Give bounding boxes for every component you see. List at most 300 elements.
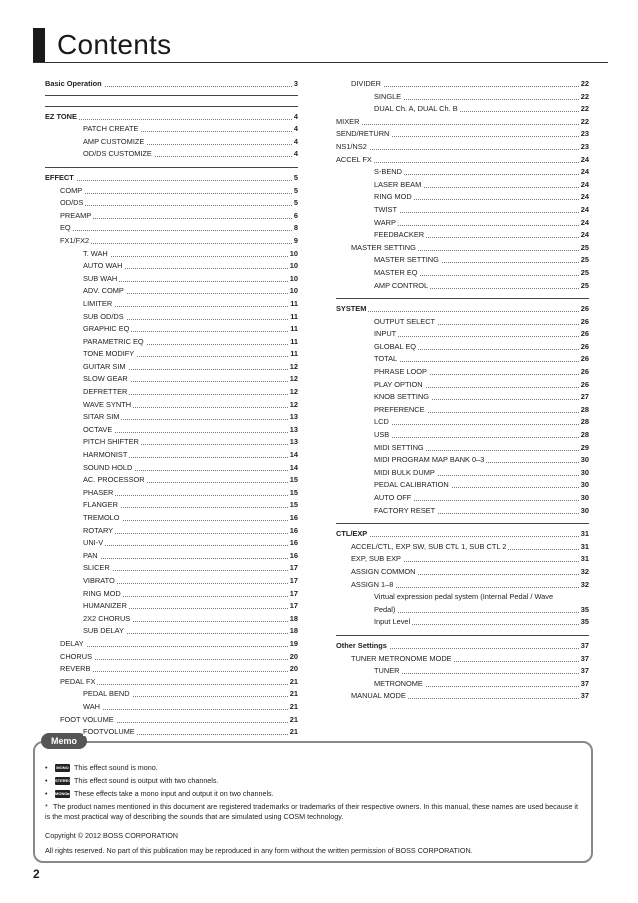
toc-entry-label: FACTORY RESET [374, 505, 436, 515]
toc-entry-label: NS1/NS2 [336, 141, 367, 151]
toc-page-number: 9 [292, 235, 298, 248]
toc-entry[interactable] [336, 416, 589, 429]
toc-page-number: 14 [288, 462, 298, 475]
toc-entry[interactable] [45, 651, 298, 664]
toc-page-number: 31 [579, 541, 589, 554]
page-title: Contents [57, 29, 172, 60]
toc-page-number: 25 [579, 267, 589, 280]
toc-entry-label: EQ [60, 223, 71, 233]
toc-entry-label: RING MOD [83, 588, 121, 598]
section-divider [336, 523, 589, 524]
toc-entry-label: AUTO WAH [83, 261, 123, 271]
toc-entry[interactable] [45, 222, 298, 235]
toc-entry-label: USB [374, 430, 390, 440]
toc-entry-label: GLOBAL EQ [374, 341, 417, 351]
toc-entry-label: FLANGER [83, 500, 118, 510]
toc-entry[interactable] [45, 285, 298, 298]
toc-entry-label: EFFECT [45, 172, 74, 182]
toc-entry[interactable] [45, 474, 298, 487]
toc-entry[interactable] [336, 103, 589, 116]
toc-entry[interactable] [336, 217, 589, 230]
toc-entry[interactable] [45, 688, 298, 701]
toc-page-number: 24 [579, 217, 589, 230]
toc-entry[interactable] [336, 166, 589, 179]
toc-entry-label: TOTAL [374, 354, 398, 364]
section-divider [336, 635, 589, 636]
toc-page-number: 16 [288, 525, 298, 538]
mono-to-stereo-icon: MONO▸ST [55, 791, 75, 797]
toc-section-heading[interactable] [336, 303, 589, 316]
toc-entry[interactable] [336, 204, 589, 217]
toc-page-number: 26 [579, 328, 589, 341]
toc-entry[interactable] [336, 479, 589, 492]
toc-page-number: 20 [288, 663, 298, 676]
toc-entry-label: MASTER SETTING [374, 255, 439, 265]
toc-entry[interactable] [336, 541, 589, 554]
toc-entry[interactable] [336, 366, 589, 379]
toc-entry-label: CHORUS [60, 651, 93, 661]
toc-page-number: 11 [288, 336, 298, 349]
toc-entry-label: PITCH SHIFTER [83, 437, 139, 447]
toc-page-number: 10 [288, 260, 298, 273]
toc-entry-label: S-BEND [374, 167, 402, 177]
trademark-note-text: The product names mentioned in this document are registered trademarks or trademarks of their respective owners. In this manual, these names are used because it is the most practical way of describing the sounds that are simulated using COSM technology. [45, 802, 578, 821]
toc-entry[interactable] [45, 399, 298, 412]
toc-page-number: 15 [288, 474, 298, 487]
toc-entry[interactable] [45, 499, 298, 512]
toc-entry-label: MIXER [336, 116, 360, 126]
toc-entry-label: SEND/RETURN [336, 129, 390, 139]
toc-entry[interactable] [336, 604, 589, 617]
toc-entry[interactable] [336, 128, 589, 141]
toc-entry[interactable] [336, 379, 589, 392]
toc-page-number: 11 [288, 298, 298, 311]
toc-entry-label: AUTO OFF [374, 493, 412, 502]
toc-page-number: 4 [292, 123, 298, 136]
toc-entry[interactable] [45, 136, 298, 149]
toc-page-number: 28 [579, 416, 589, 429]
toc-entry-label: EZ TONE [45, 111, 77, 121]
toc-page-number: 37 [579, 690, 589, 703]
toc-entry[interactable] [45, 701, 298, 714]
toc-page-number: 22 [579, 116, 589, 129]
toc-entry[interactable] [336, 254, 589, 267]
toc-entry[interactable] [336, 653, 589, 666]
toc-entry[interactable] [45, 348, 298, 361]
toc-page-number: 12 [288, 373, 298, 386]
trademark-note [45, 802, 581, 822]
toc-page-number: 37 [579, 653, 589, 666]
toc-entry[interactable] [45, 550, 298, 563]
toc-entry-label: AMP CONTROL [374, 280, 429, 290]
toc-page-number: 10 [288, 285, 298, 298]
toc-entry-label: ROTARY [83, 525, 114, 535]
toc-page-number: 5 [292, 197, 298, 210]
toc-entry-label: FEEDBACKER [374, 230, 425, 240]
bullet: • [45, 776, 48, 785]
toc-page-number: 32 [579, 566, 589, 579]
toc-page-number: 24 [579, 179, 589, 192]
toc-entry[interactable] [336, 454, 589, 467]
toc-page-number: 4 [292, 136, 298, 149]
toc-entry[interactable] [45, 123, 298, 136]
toc-entry[interactable] [45, 197, 298, 210]
toc-entry[interactable] [336, 391, 589, 404]
toc-entry-label: SLICER [83, 563, 110, 573]
toc-page-number: 15 [288, 499, 298, 512]
toc-page-number: 12 [288, 386, 298, 399]
toc-entry-label: DEFRETTER [83, 387, 128, 397]
toc-page-number: 13 [288, 436, 298, 449]
toc-page-number: 18 [288, 613, 298, 626]
toc-entry-label: PAN [83, 550, 98, 560]
toc-page-number: 20 [288, 651, 298, 664]
toc-page-number: 22 [579, 103, 589, 116]
toc-entry-label: ACCEL/CTL, EXP SW, SUB CTL 1, SUB CTL 2 [351, 541, 507, 551]
toc-entry[interactable] [45, 462, 298, 475]
toc-entry-label: HARMONIST [83, 450, 128, 460]
toc-page-number: 25 [579, 254, 589, 267]
section-divider [45, 167, 298, 168]
toc-page-number: 26 [579, 341, 589, 354]
toc-entry[interactable] [45, 298, 298, 311]
rights-notice: All rights reserved. No part of this publication may be reproduced in any form without the written permission of BOSS CORPORATION. [45, 846, 473, 855]
toc-entry[interactable] [45, 512, 298, 525]
memo-item-stereo [45, 774, 581, 787]
toc-entry-label: AC. PROCESSOR [83, 475, 145, 485]
toc-entry-label: INPUT [374, 329, 397, 339]
toc-entry[interactable] [45, 311, 298, 324]
toc-entry-label: FOOTVOLUME [83, 727, 135, 737]
toc-page-number: 4 [292, 111, 298, 124]
toc-entry-label: TUNER [374, 666, 400, 676]
mono-icon: MONO [56, 765, 69, 771]
toc-entry[interactable] [45, 663, 298, 676]
toc-entry[interactable] [45, 588, 298, 601]
toc-page-number: 29 [579, 442, 589, 455]
toc-entry-label: GRAPHIC EQ [83, 324, 130, 334]
toc-entry-label: LASER BEAM [374, 179, 422, 189]
toc-page-number: 11 [288, 323, 298, 336]
memo-item-text: This effect sound is mono. [74, 763, 158, 772]
toc-entry-label: MIDI SETTING [374, 442, 424, 452]
toc-entry-label: HUMANIZER [83, 601, 127, 611]
toc-page-number: 13 [288, 411, 298, 424]
toc-entry-label: PHRASE LOOP [374, 367, 427, 377]
toc-entry[interactable] [45, 248, 298, 261]
toc-entry[interactable] [45, 575, 298, 588]
toc-page-number: 26 [579, 366, 589, 379]
toc-page-number: 18 [288, 625, 298, 638]
toc-entry-label: PEDAL CALIBRATION [374, 480, 449, 490]
memo-item-mono-stereo [45, 787, 581, 800]
toc-entry-label: PREFERENCE [374, 404, 425, 414]
toc-page-number: 24 [579, 154, 589, 167]
toc-entry-label: PEDAL BEND [83, 689, 130, 699]
toc-entry[interactable] [45, 386, 298, 399]
bullet: • [45, 763, 48, 772]
toc-page-number: 30 [579, 492, 589, 505]
memo-item-text: These effects take a mono input and output it on two channels. [74, 789, 274, 798]
toc-page-number: 13 [288, 424, 298, 437]
header-bar [33, 28, 45, 62]
toc-entry[interactable] [45, 676, 298, 689]
header-rule [33, 62, 608, 63]
toc-page-number: 26 [579, 353, 589, 366]
toc-entry-label: TUNER METRONOME MODE [351, 653, 452, 663]
toc-entry[interactable] [336, 91, 589, 104]
toc-page-number: 24 [579, 191, 589, 204]
toc-entry-label: PATCH CREATE [83, 124, 139, 134]
toc-entry-label: Basic Operation [45, 79, 102, 88]
toc-entry-label: SITAR SIM [83, 412, 120, 422]
toc-entry-label: GUITAR SIM [83, 361, 126, 371]
memo-box [33, 736, 593, 863]
memo-item-mono [45, 761, 581, 774]
toc-page-number: 5 [292, 172, 298, 185]
toc-entry[interactable] [45, 185, 298, 198]
toc-section-heading[interactable] [45, 172, 298, 185]
toc-entry-label: ASSIGN 1–8 [351, 579, 394, 589]
toc-entry[interactable] [336, 78, 589, 91]
toc-entry-label: OD/DS [60, 198, 84, 208]
toc-entry-label: SYSTEM [336, 304, 367, 314]
toc-entry[interactable] [45, 323, 298, 336]
toc-entry[interactable] [45, 235, 298, 248]
toc-entry-label: UNI-V [83, 538, 104, 548]
toc-page-number: 16 [288, 537, 298, 550]
toc-entry[interactable] [336, 678, 589, 691]
toc-entry-label: FX1/FX2 [60, 235, 90, 245]
toc-entry[interactable] [45, 148, 298, 161]
toc-page-number: 8 [292, 222, 298, 235]
toc-page-number: 17 [288, 588, 298, 601]
toc-entry-label: ASSIGN COMMON [351, 566, 416, 576]
toc-page-number: 28 [579, 429, 589, 442]
toc-entry-label: WARP [374, 217, 396, 227]
toc-page-number: 37 [579, 678, 589, 691]
toc-entry[interactable] [336, 179, 589, 192]
toc-entry[interactable] [45, 336, 298, 349]
toc-page-number: 35 [579, 604, 589, 617]
toc-entry[interactable] [45, 373, 298, 386]
toc-entry[interactable] [336, 566, 589, 579]
toc-entry[interactable] [336, 442, 589, 455]
toc-entry-label: EXP, SUB EXP [351, 554, 401, 564]
toc-page-number: 31 [579, 528, 589, 541]
toc-page-number: 16 [288, 512, 298, 525]
toc-entry[interactable] [45, 487, 298, 500]
toc-right-column [336, 78, 589, 703]
toc-entry-label: TREMOLO [83, 513, 120, 522]
toc-page-number: 21 [288, 726, 298, 739]
toc-page-number: 24 [579, 229, 589, 242]
memo-item-text: This effect sound is output with two channels. [74, 776, 219, 785]
toc-entry-label: SUB OD/DS [83, 311, 124, 321]
toc-page-number: 17 [288, 600, 298, 613]
toc-entry[interactable] [336, 229, 589, 242]
toc-entry[interactable] [336, 467, 589, 480]
toc-entry-label: TWIST [374, 204, 397, 214]
toc-page-number: 37 [579, 665, 589, 678]
toc-page-number: 35 [579, 616, 589, 629]
toc-entry[interactable] [45, 562, 298, 575]
toc-entry[interactable] [45, 714, 298, 727]
toc-page-number: 30 [579, 505, 589, 518]
toc-page-number: 22 [579, 78, 589, 91]
toc-entry-label: OCTAVE [83, 424, 113, 434]
toc-page-number: 5 [292, 185, 298, 198]
toc-section-heading[interactable] [45, 111, 298, 124]
toc-entry[interactable] [336, 616, 589, 629]
toc-entry[interactable] [336, 404, 589, 417]
toc-entry[interactable] [336, 328, 589, 341]
toc-page-number: 30 [579, 454, 589, 467]
bullet: • [45, 789, 48, 798]
toc-section-heading[interactable] [336, 528, 589, 541]
toc-entry-label: OD/DS CUSTOMIZE [83, 149, 152, 159]
toc-entry[interactable] [336, 341, 589, 354]
toc-entry-label: LCD [374, 417, 389, 427]
toc-entry-label: REVERB [60, 664, 91, 674]
toc-entry[interactable] [45, 525, 298, 538]
toc-entry-label: WAH [83, 701, 100, 711]
toc-page-number: 30 [579, 467, 589, 480]
toc-page-number: 10 [288, 273, 298, 286]
toc-entry[interactable] [45, 449, 298, 462]
toc-entry[interactable] [45, 424, 298, 437]
toc-page-number: 15 [288, 487, 298, 500]
toc-entry-label: KNOB SETTING [374, 392, 430, 402]
toc-entry-label: AMP CUSTOMIZE [83, 136, 145, 146]
toc-entry[interactable] [336, 267, 589, 280]
toc-entry-label: METRONOME [374, 678, 423, 688]
toc-entry[interactable] [336, 316, 589, 329]
toc-page-number: 12 [288, 399, 298, 412]
toc-entry[interactable] [336, 191, 589, 204]
toc-page-number: 14 [288, 449, 298, 462]
toc-entry-label: OUTPUT SELECT [374, 316, 436, 326]
toc-entry[interactable] [336, 505, 589, 518]
toc-entry[interactable] [45, 361, 298, 374]
toc-entry-label: SUB DELAY [83, 626, 124, 636]
toc-page-number: 24 [579, 166, 589, 179]
toc-entry-label: DIVIDER [351, 79, 381, 88]
toc-entry-label: SOUND HOLD [83, 462, 133, 472]
toc-entry-label: PARAMETRIC EQ [83, 336, 144, 346]
toc-entry-label: T. WAH [83, 248, 108, 258]
toc-page-number: 21 [288, 688, 298, 701]
toc-entry-label: TONE MODIFY [83, 349, 135, 359]
toc-page-number: 24 [579, 204, 589, 217]
toc-entry[interactable] [45, 436, 298, 449]
toc-entry[interactable] [336, 553, 589, 566]
note-mark: * [45, 802, 48, 811]
toc-entry[interactable] [45, 537, 298, 550]
toc-page-number: 28 [579, 404, 589, 417]
toc-entry[interactable] [336, 353, 589, 366]
toc-entry[interactable] [45, 600, 298, 613]
toc-page-number: 11 [288, 348, 298, 361]
toc-entry-label: WAVE SYNTH [83, 399, 132, 409]
memo-tab: Memo [41, 733, 87, 749]
toc-page-number: 19 [288, 638, 298, 651]
toc-page-number: 10 [288, 248, 298, 261]
toc-left-column [45, 78, 298, 739]
toc-page-number: 3 [292, 78, 298, 91]
toc-page-number: 12 [288, 361, 298, 374]
toc-page-number: 26 [579, 379, 589, 392]
toc-entry-label: LIMITER [83, 298, 113, 308]
toc-page-number: 22 [579, 91, 589, 104]
toc-entry-label: CTL/EXP [336, 529, 368, 539]
toc-entry-label: Input Level [374, 617, 411, 627]
toc-page-number: 21 [288, 701, 298, 714]
toc-page-number: 32 [579, 579, 589, 592]
toc-entry-label: PLAY OPTION [374, 379, 423, 389]
toc-entry-label: Pedal) [374, 604, 396, 614]
toc-entry-label: RING MOD [374, 192, 412, 202]
toc-entry[interactable] [45, 625, 298, 638]
toc-entry-label: PHASER [83, 487, 114, 497]
toc-entry[interactable] [45, 638, 298, 651]
toc-entry[interactable] [336, 242, 589, 255]
toc-page-number: 4 [292, 148, 298, 161]
toc-page-number: 25 [579, 280, 589, 293]
toc-entry[interactable] [336, 141, 589, 154]
toc-section-heading[interactable] [45, 78, 298, 91]
toc-page-number: 27 [579, 391, 589, 404]
page-number: 2 [33, 867, 40, 881]
toc-page-number: 21 [288, 676, 298, 689]
toc-entry[interactable] [336, 154, 589, 167]
toc-page-number: 25 [579, 242, 589, 255]
toc-entry[interactable] [45, 613, 298, 626]
toc-page-number: 30 [579, 479, 589, 492]
toc-entry-label: SLOW GEAR [83, 374, 128, 384]
toc-entry-label: SINGLE [374, 91, 402, 101]
toc-entry[interactable] [336, 665, 589, 678]
toc-entry[interactable] [336, 280, 589, 293]
toc-entry-label: PEDAL FX [60, 676, 96, 686]
toc-entry-label: Other Settings [336, 640, 387, 650]
toc-entry[interactable] [336, 591, 589, 604]
toc-entry-label: FOOT VOLUME [60, 714, 114, 724]
toc-page-number: 16 [288, 550, 298, 563]
toc-entry-label: COMP [60, 185, 83, 195]
toc-page-number: 23 [579, 128, 589, 141]
toc-entry[interactable] [45, 260, 298, 273]
toc-entry[interactable] [45, 411, 298, 424]
toc-entry[interactable] [45, 273, 298, 286]
toc-page-number: 26 [579, 316, 589, 329]
toc-entry[interactable] [336, 429, 589, 442]
toc-entry-label: ACCEL FX [336, 154, 372, 164]
toc-entry-label: PREAMP [60, 210, 92, 220]
toc-entry[interactable] [336, 579, 589, 592]
toc-entry[interactable] [45, 210, 298, 223]
toc-entry-label: MIDI BULK DUMP [374, 467, 435, 477]
toc-page-number: 21 [288, 714, 298, 727]
toc-page-number: 26 [579, 303, 589, 316]
toc-section-heading[interactable] [336, 640, 589, 653]
toc-entry-label: MASTER SETTING [351, 242, 416, 252]
toc-entry[interactable] [336, 690, 589, 703]
section-divider [45, 106, 298, 107]
toc-entry[interactable] [336, 116, 589, 129]
toc-entry[interactable] [336, 492, 589, 505]
toc-page-number: 11 [288, 311, 298, 324]
